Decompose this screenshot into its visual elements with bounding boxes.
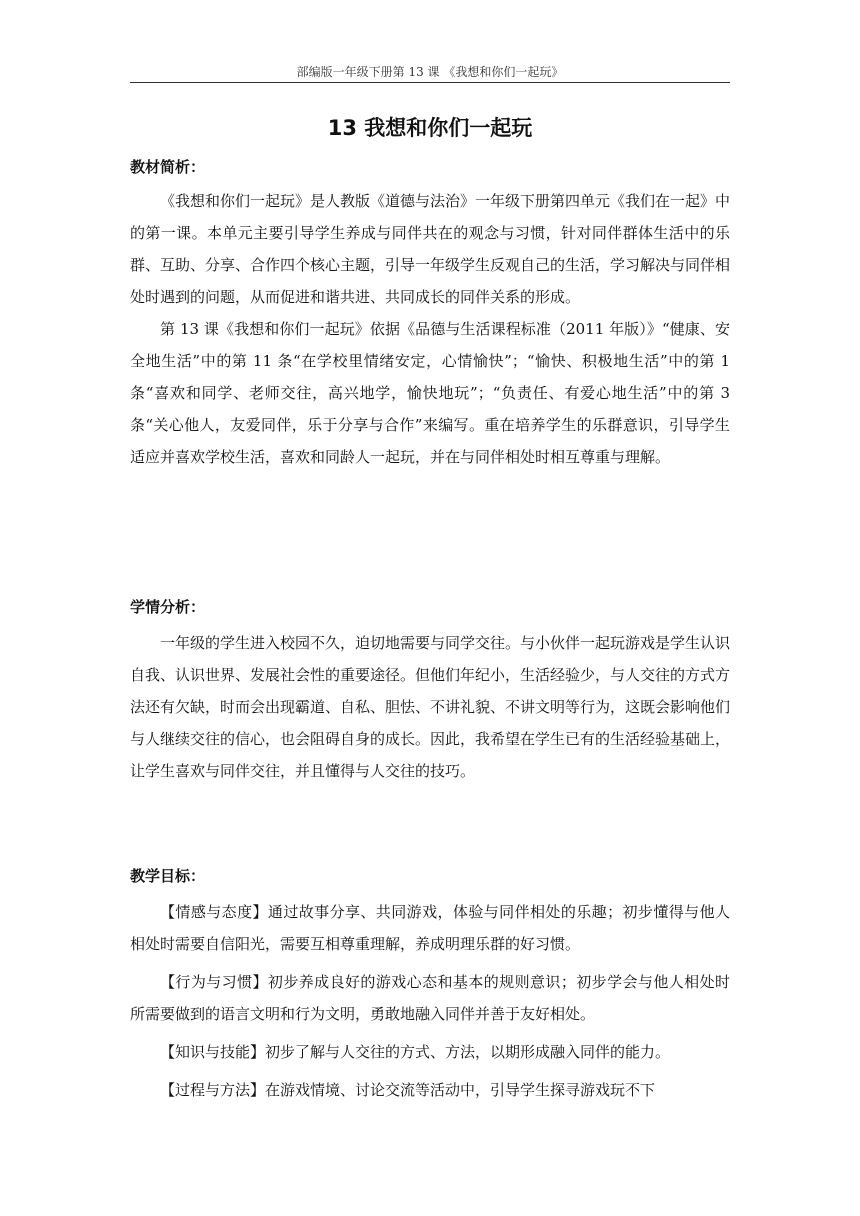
objective-text: 初步养成良好的游戏心态和基本的规则意识；初步学会与他人相处时所需要做到的语言文明和行为文明，勇敢地融入同伴并善于友好相处。 bbox=[130, 973, 730, 1023]
objective-text: 初步了解与人交往的方式、方法，以期形成融入同伴的能力。 bbox=[265, 1043, 671, 1061]
header-rule bbox=[130, 82, 730, 83]
objective-tag: 【知识与技能】 bbox=[160, 1043, 266, 1061]
section-heading: 学情分析： bbox=[130, 598, 206, 616]
objective-tag: 【情感与态度】 bbox=[160, 903, 268, 921]
objective-item bbox=[130, 1074, 730, 1106]
objective-text: 在游戏情境、讨论交流等活动中，引导学生探寻游戏玩不下 bbox=[265, 1081, 656, 1099]
section-teaching-objectives bbox=[130, 864, 730, 1112]
objective-text: 通过故事分享、共同游戏，体验与同伴相处的乐趣；初步懂得与他人相处时需要自信阳光，需要互相尊重理解，养成明理乐群的好习惯。 bbox=[130, 903, 730, 953]
paragraph: 一年级的学生进入校园不久，迫切地需要与同学交往。与小伙伴一起玩游戏是学生认识自我、认识世界、发展社会性的重要途径。但他们年纪小，生活经验少，与人交往的方式方法还有欠缺，时而会出现霸道、自私、胆怯、不讲礼貌、不讲文明等行为，这既会影响他们与人继续交往的信心，也会阻碍自身的成长。因此，我希望在学生已有的生活经验基础上，让学生喜欢与同伴交往，并且懂得与人交往的技巧。 bbox=[130, 634, 731, 780]
document-title: 13 我想和你们一起玩 bbox=[327, 116, 533, 140]
section-heading: 教学目标： bbox=[130, 867, 206, 885]
paragraph: 《我想和你们一起玩》是人教版《道德与法治》一年级下册第四单元《我们在一起》中的第一课。本单元主要引导学生养成与同伴共在的观念与习惯，针对同伴群体生活中的乐群、互助、分享、合作四个核心主题，引导一年级学生反观自己的生活，学习解决与同伴相处时遇到的问题，从而促进和谐共进、共同成长的同伴关系的形成。 bbox=[130, 192, 731, 306]
section-student-analysis bbox=[130, 595, 730, 787]
objective-item bbox=[130, 1036, 730, 1068]
objective-item bbox=[130, 896, 730, 960]
objective-item bbox=[130, 966, 730, 1030]
running-header: 部编版一年级下册第 13 课 《我想和你们一起玩》 bbox=[296, 65, 564, 79]
paragraph: 第 13 课《我想和你们一起玩》依据《品德与生活课程标准（2011 年版）》“健康、安全地生活”中的第 11 条“在学校里情绪安定，心情愉快”；“愉快、积极地生活”中的第 1 条“喜欢和同学、老师交往，高兴地学，愉快地玩”；“负责任、有爱心地生活”中的第 3 条“关心他人，友爱同伴，乐于分享与合作”来编写。重在培养学生的乐群意识，引导学生适应并喜欢学校生活，喜欢和同龄人一起玩，并在与同伴相处时相互尊重与理解。 bbox=[130, 320, 730, 466]
objective-tag: 【行为与习惯】 bbox=[160, 973, 268, 991]
section-textbook-analysis bbox=[130, 155, 730, 473]
section-heading: 教材简析： bbox=[130, 158, 206, 176]
objective-tag: 【过程与方法】 bbox=[160, 1081, 266, 1099]
